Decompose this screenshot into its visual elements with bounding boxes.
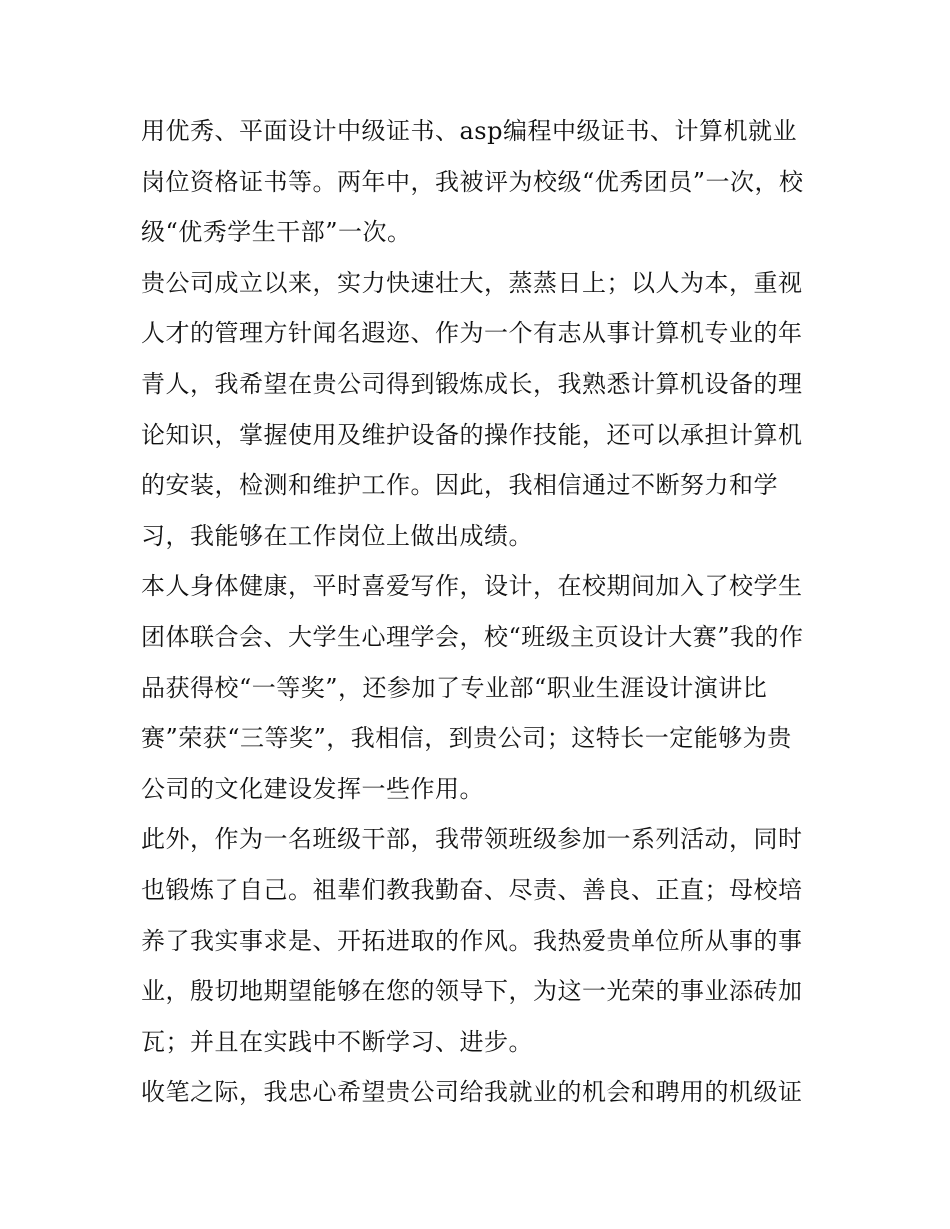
text-line: 论知识，掌握使用及维护设备的操作技能，还可以承担计算机 — [141, 420, 803, 449]
text-line: 的安装，检测和维护工作。因此，我相信通过不断努力和学 — [141, 471, 778, 500]
text-line: 青人，我希望在贵公司得到锻炼成长，我熟悉计算机设备的理 — [141, 369, 803, 398]
text-line: 此外，作为一名班级干部，我带领班级参加一系列活动，同时 — [141, 825, 803, 854]
text-line: 公司的文化建设发挥一些作用。 — [141, 774, 484, 803]
text-line: 团体联合会、大学生心理学会，校“班级主页设计大赛”我的作 — [141, 622, 804, 651]
document-body — [141, 106, 816, 1118]
text-line: 用优秀、平面设计中级证书、asp编程中级证书、计算机就业 — [141, 117, 797, 145]
text-line: 级“优秀学生干部”一次。 — [141, 218, 412, 247]
text-line: 习，我能够在工作岗位上做出成绩。 — [141, 521, 533, 550]
text-line: 业，殷切地期望能够在您的领导下，为这一光荣的事业添砖加 — [141, 977, 803, 1006]
text-line: 瓦；并且在实践中不断学习、进步。 — [141, 1027, 533, 1056]
text-line: 贵公司成立以来，实力快速壮大，蒸蒸日上；以人为本，重视 — [141, 268, 803, 297]
text-line: 品获得校“一等奖”，还参加了专业部“职业生涯设计演讲比 — [141, 673, 768, 702]
text-line: 人才的管理方针闻名遐迩、作为一个有志从事计算机专业的年 — [141, 319, 803, 348]
text-line: 本人身体健康，平时喜爱写作，设计，在校期间加入了校学生 — [141, 572, 803, 601]
text-line: 养了我实事求是、开拓进取的作风。我热爱贵单位所从事的事 — [141, 926, 803, 955]
text-line: 赛”荣获“三等奖”，我相信，到贵公司；这特长一定能够为贵 — [141, 724, 792, 753]
text-line: 也锻炼了自己。祖辈们教我勤奋、尽责、善良、正直；母校培 — [141, 875, 803, 904]
text-line: 收笔之际，我忠心希望贵公司给我就业的机会和聘用的机级证 — [141, 1078, 803, 1107]
text-line: 岗位资格证书等。两年中，我被评为校级“优秀团员”一次，校 — [141, 167, 804, 196]
